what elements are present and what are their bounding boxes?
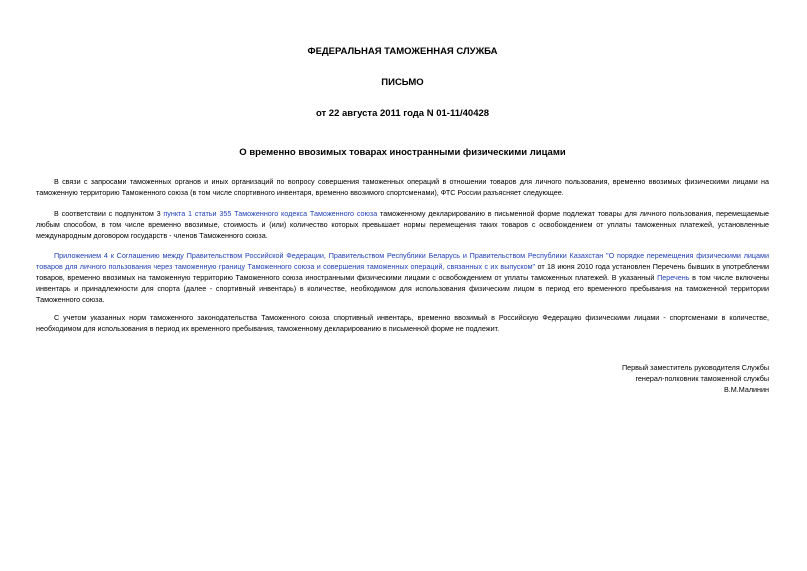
paragraph-3 <box>36 250 769 305</box>
agreement-annex-link[interactable]: Приложением 4 к Соглашению между Правительством Российской Федерации, Правительством Республики Беларусь и Правительством Республики Казахстан "О порядке перемещения физическими лицами товаров для личного пользования через таможенную границу Таможенного союза и совершения таможенных операций, связанных с их выпуском" <box>36 251 769 271</box>
list-link[interactable]: Перечень <box>657 273 690 282</box>
paragraph-2-text-after: таможенному декларированию в письменной форме подлежат товары для личного пользования, перемещаемые любым способом, в том числе временно ввозимые, стоимость и (или) количество которых превышает нормы перемещения таких товаров с освобождением от уплаты таможенных платежей, установленные международным договором государств - членов Таможенного союза. <box>36 209 770 240</box>
paragraph-1 <box>36 176 769 198</box>
paragraph-2-text-before: В соответствии с подпунктом 3 <box>54 209 164 218</box>
paragraph-4-text: С учетом указанных норм таможенного законодательства Таможенного союза спортивный инвентарь, временно ввозимый в Российскую Федерацию физическими лицами - спортсменами в количестве, необходимом для использования в период их временного пребывания, таможенному декларированию в письменной форме не подлежит. <box>36 313 769 333</box>
customs-code-article-link[interactable]: пункта 1 статьи 355 Таможенного кодекса Таможенного союза <box>163 209 378 218</box>
paragraph-4 <box>36 312 769 334</box>
paragraph-1-text: В связи с запросами таможенных органов и иных организаций по вопросу совершения таможенных операций в отношении товаров для личного пользования, временно ввозимых физическими лицами на таможенную территорию Таможенного союза (в том числе спортивного инвентаря, временно ввозимого спортсменами), ФТС России разъясняет следующее. <box>36 177 769 197</box>
signatory-rank: генерал-полковник таможенной службы <box>635 374 769 383</box>
signatory-position: Первый заместитель руководителя Службы <box>622 363 769 372</box>
agency-heading: ФЕДЕРАЛЬНАЯ ТАМОЖЕННАЯ СЛУЖБА <box>307 46 498 57</box>
paragraph-3-text-middle: от 18 июня 2010 года установлен Перечень бывших в употреблении товаров, временно ввозимых на таможенную территорию Таможенного союза иностранными физическими лицами с освобождением от уплаты таможенных платежей. В указанный <box>36 262 769 282</box>
date-number-heading: от 22 августа 2011 года N 01-11/40428 <box>315 108 490 119</box>
paragraph-2 <box>36 208 769 241</box>
document-type-heading: ПИСЬМО <box>381 77 424 88</box>
signature-block <box>622 362 769 395</box>
signatory-name: В.М.Малинин <box>723 385 769 394</box>
subject-heading: О временно ввозимых товарах иностранными физическими лицами <box>239 147 566 158</box>
paragraph-3-text-after: в том числе включены инвентарь и принадлежности для спорта (далее - спортивный инвентарь) в количестве, необходимом для использования физическим лицом в период его временного пребывания на таможенной территории Таможенного союза. <box>36 273 769 304</box>
document-page <box>36 0 769 571</box>
